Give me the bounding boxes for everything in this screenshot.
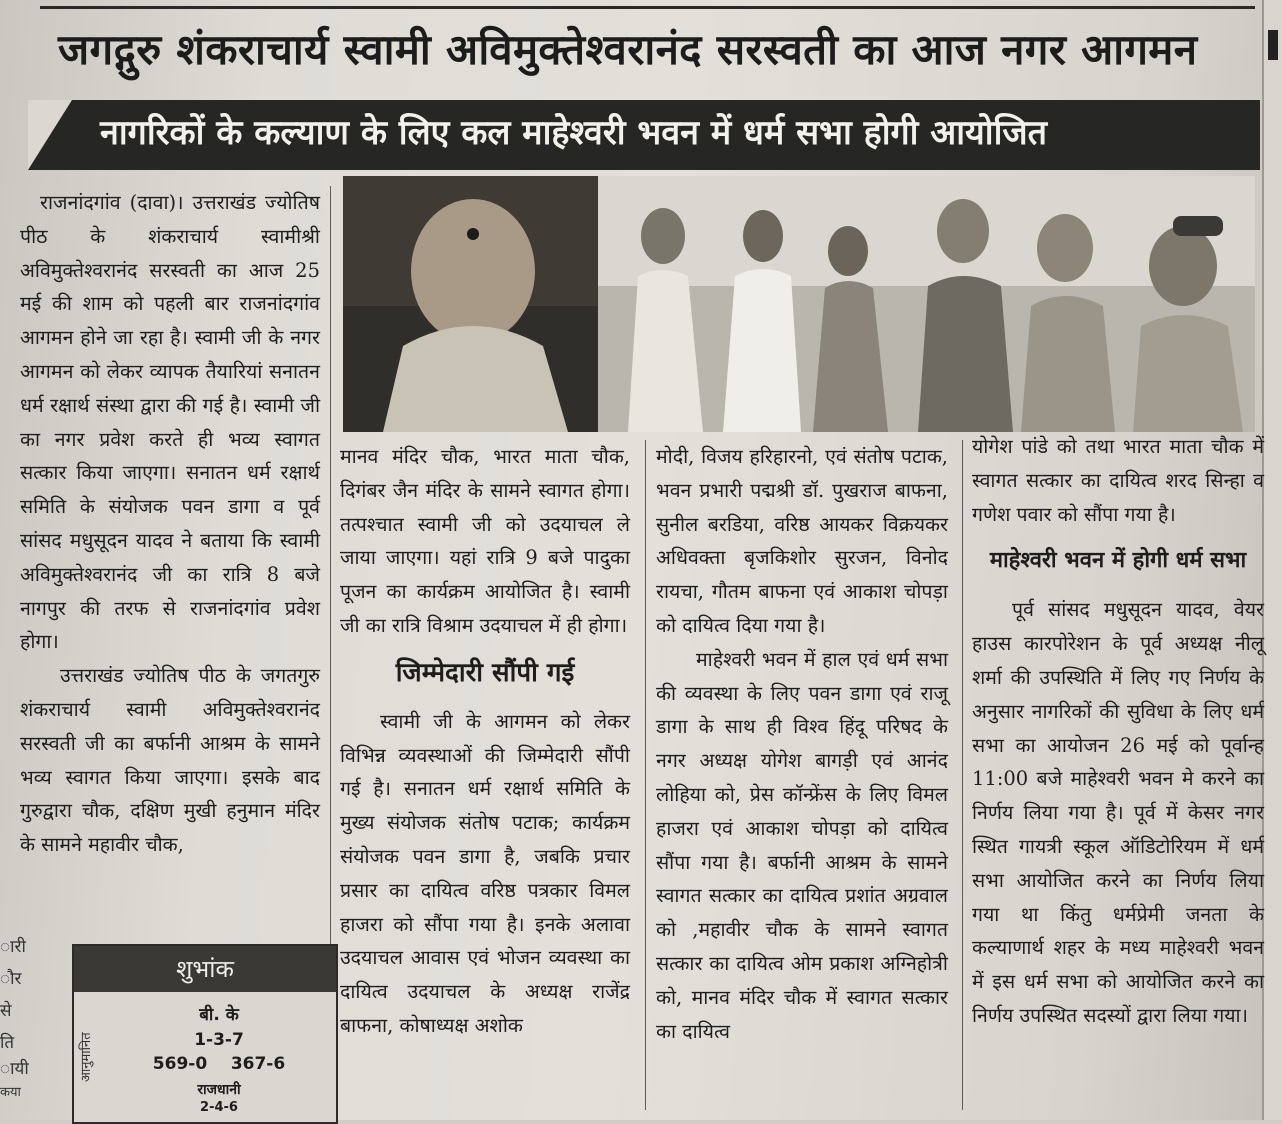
article-paragraph: पूर्व सांसद मधुसूदन यादव, वेयर हाउस कारपोरेशन के पूर्व अध्यक्ष नीलू शर्मा की उपस्थिति में लिए गए निर्णय के अनुसार नागरिकों की सुविधा के लिए धर्म सभा का आयोजन 26 मई को पूर्वान्ह 11:00 बजे माहेश्वरी भवन मे करने का निर्णय लिया गया है। पूर्व में केसर नगर स्थित गायत्री स्कूल ऑडिटोरियम में धर्म सभा आयोजित करने का निर्णय लिया गया था किंतु धर्मप्रेमी जनता के कल्याणार्थ शहर के मध्य माहेश्वरी भवन में इस धर्म सभा को आयोजित करने का निर्णय उपस्थित सदस्यों द्वारा लिया गया। bbox=[972, 598, 1264, 1027]
shubhank-line: 2-4-6 bbox=[200, 1100, 238, 1115]
shubhank-box bbox=[72, 944, 338, 1124]
article-column-2 bbox=[340, 440, 630, 1043]
subheadline: नागरिकों के कल्याण के लिए कल माहेश्वरी भवन में धर्म सभा होगी आयोजित bbox=[100, 113, 1047, 153]
adjacent-column-fragment: कया bbox=[0, 1085, 21, 1100]
adjacent-column-fragment: ारी bbox=[0, 937, 26, 957]
shubhank-line: 569-0 367-6 bbox=[152, 1054, 286, 1074]
article-paragraph: स्वामी जी के आगमन को लेकर विभिन्न व्यवस्थाओं की जिम्मेदारी सौंपी गई है। सनातन धर्म रक्षार्थ समिति के मुख्य संयोजक संतोष पटाक; कार्यक्रम संयोजक पवन डागा है, जबकि प्रचार प्रसार का दायित्व वरिष्ठ पत्रकार विमल हाजरा को सौंपा गया है। इनके अलावा उदयाचल आवास एवं भोजन व्यवस्था का दायित्व उदयाचल के अध्यक्ष राजेंद्र बाफना, कोषाध्यक्ष अशोक bbox=[340, 709, 630, 1037]
article-paragraph: उत्तराखंड ज्योतिष पीठ के जगतगुरु शंकराचार्य स्वामी अविमुक्तेश्वरानंद सरस्वती जी का बर्फानी आश्रम के सामने भव्य स्वागत किया जाएगा। इसके बाद गुरुद्वारा चौक, दक्षिण मुखी हनुमान मंदिर के सामने महावीर चौक, bbox=[20, 664, 320, 857]
shubhank-line: राजधानी bbox=[197, 1082, 241, 1098]
article-paragraph: मानव मंदिर चौक, भारत माता चौक, दिगंबर जैन मंदिर के सामने स्वागत होगा। तत्पश्चात स्वामी जी को उदयाचल ले जाया जाएगा। यहां रात्रि 9 बजे पादुका पूजन का कार्यक्रम आयोजित है। स्वामी जी का रात्रि विश्राम उदयाचल में ही होगा। bbox=[340, 445, 630, 637]
article-column-3 bbox=[656, 440, 948, 1048]
adjacent-column-fragment: ति bbox=[0, 1033, 15, 1053]
article-column-4 bbox=[972, 430, 1264, 1033]
article-paragraph: राजनांदगांव (दावा)। उत्तराखंड ज्योतिष पीठ के शंकराचार्य स्वामीश्री अविमुक्तेश्वरानंद सरस्वती का आज 25 मई की शाम को पहली बार राजनांदगांव आगमन होने जा रहा है। स्वामी जी के नगर आगमन को लेकर व्यापक तैयारियां सनातन धर्म रक्षार्थ संस्था द्वारा की गई है। स्वामी जी का नगर प्रवेश करते ही भव्य स्वागत सत्कार किया जाएगा। सनातन धर्म रक्षार्थ समिति के संयोजक पवन डागा व पूर्व सांसद मधुसूदन यादव ने बताया कि स्वामी अविमुक्तेश्वरानंद जी का रात्रि 8 बजे नागपुर की तरफ से राजनांदगांव प्रवेश होगा। bbox=[20, 191, 320, 654]
adjacent-column-fragment: से bbox=[0, 1001, 12, 1021]
adjacent-column-fragment: ायी bbox=[0, 1059, 29, 1079]
column-rule bbox=[962, 440, 963, 1110]
article-paragraph: माहेश्वरी भवन में हाल एवं धर्म सभा की व्यवस्था के लिए पवन डागा एवं राजू डागा के साथ ही विश्व हिंदू परिषद के नगर अध्यक्ष योगेश बागड़ी एवं आनंद लोहिया को, प्रेस कॉन्फ्रेंस के लिए विमल हाजरा एवं आकाश चोपड़ा को दायित्व सौंपा गया है। बर्फानी आश्रम के सामने स्वागत सत्कार का दायित्व प्रशांत अग्रवाल को ,महावीर चौक के सामने स्वागत सत्कार का दायित्व ओम प्रकाश अग्निहोत्री को, मानव मंदिर चौक में स्वागत सत्कार का दायित्व bbox=[656, 647, 948, 1043]
shubhank-side-label: आनुमानित bbox=[79, 1032, 94, 1082]
photo-illustration bbox=[343, 176, 1255, 432]
shubhank-line: बी. के bbox=[199, 1005, 239, 1025]
article-paragraph: मोदी, विजय हरिहारनो, एवं संतोष पटाक, भवन प्रभारी पद्मश्री डॉ. पुखराज बाफना, सुनील बरडिया, वरिष्ठ आयकर विक्रयकर अधिवक्ता बृजकिशोर सुरजन, विनोद रायचा, गौतम बाफना एवं आकाश चोपड़ा को दायित्व दिया गया है। bbox=[656, 445, 948, 637]
adjacent-page-edge bbox=[1262, 0, 1282, 1120]
article-paragraph: योगेश पांडे को तथा भारत माता चौक में स्वागत सत्कार का दायित्व शरद सिन्हा व गणेश पवार को सौंपा गया है। bbox=[972, 435, 1264, 526]
shubhank-line: 1-3-7 bbox=[194, 1030, 244, 1050]
headline: जगद्गुरु शंकराचार्य स्वामी अविमुक्तेश्वरानंद सरस्वती का आज नगर आगमन bbox=[58, 25, 1198, 74]
top-rule bbox=[40, 0, 1255, 9]
column-rule bbox=[645, 440, 646, 1110]
subheading-dharma-sabha: माहेश्वरी भवन में होगी धर्म सभा bbox=[989, 548, 1247, 574]
news-photo bbox=[343, 176, 1255, 432]
adjacent-column-fragment: ौर bbox=[0, 969, 22, 989]
subheading-responsibility: जिम्मेदारी सौंपी गई bbox=[395, 657, 575, 688]
shubhank-title: शुभांक bbox=[74, 946, 336, 992]
subheadline-bar bbox=[28, 100, 1260, 170]
article-column-1 bbox=[20, 186, 320, 862]
subheadline-notch bbox=[28, 100, 72, 170]
